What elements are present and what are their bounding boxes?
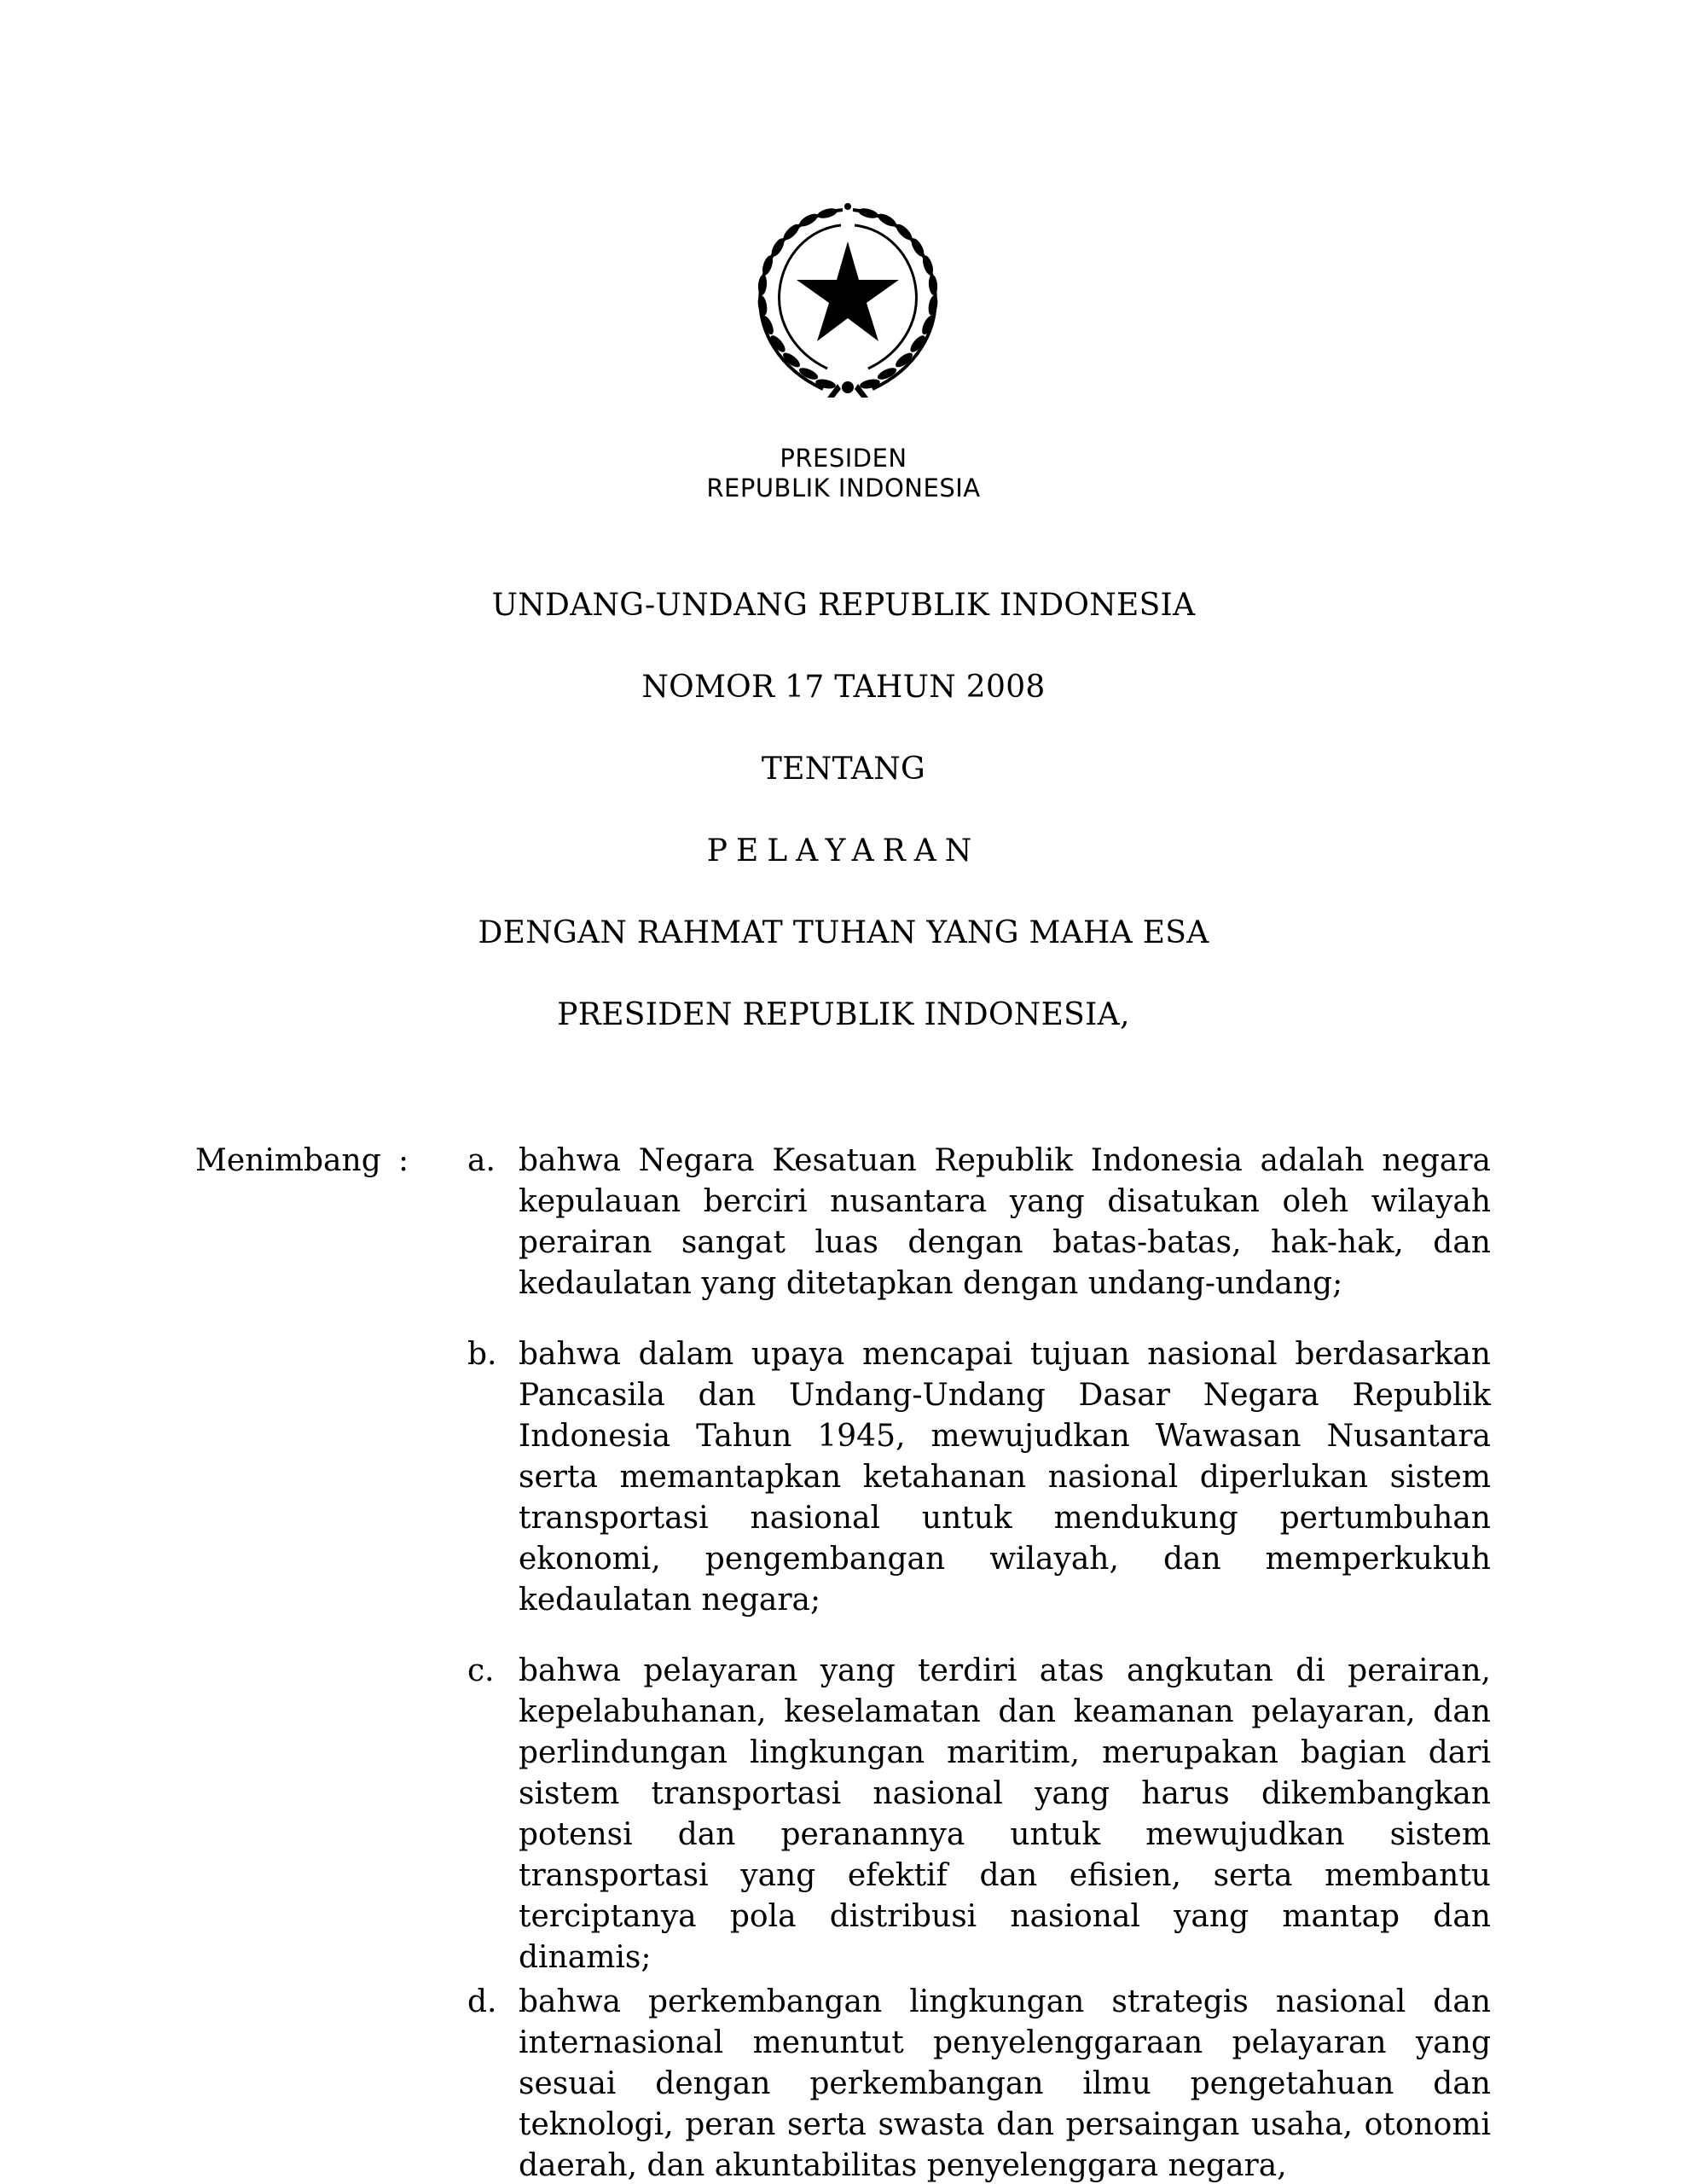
item-marker: b.	[467, 1337, 497, 1372]
menimbang-colon: :	[398, 1143, 409, 1178]
law-title: UNDANG-UNDANG REPUBLIK INDONESIA	[491, 588, 1196, 623]
president-heading: PRESIDEN REPUBLIK INDONESIA,	[557, 997, 1130, 1032]
invocation: DENGAN RAHMAT TUHAN YANG MAHA ESA	[478, 915, 1209, 950]
item-marker: a.	[467, 1143, 496, 1178]
item-text: bahwa Negara Kesatuan Republik Indonesia adalah negara kepulauan berciri nusantara yang disatukan oleh wilayah perairan sangat luas dengan batas-batas, hak-hak, dan kedaulatan yang ditetapkan dengan undang-undang;	[519, 1143, 1491, 1301]
item-marker: d.	[467, 1984, 497, 2019]
letterhead-line-1: PRESIDEN	[780, 444, 907, 473]
law-about: TENTANG	[761, 752, 926, 787]
item-marker: c.	[467, 1653, 495, 1688]
menimbang-label: Menimbang	[195, 1143, 381, 1178]
law-subject: PELAYARAN	[706, 834, 981, 868]
item-text: bahwa pelayaran yang terdiri atas angkutan di perairan, kepelabuhanan, keselamatan dan keamanan pelayaran, dan perlindungan lingkungan maritim, merupakan bagian dari sistem transportasi nasional yang harus dikembangkan potensi dan peranannya untuk mewujudkan sistem transportasi yang efektif dan efisien, serta membantu terciptanya pola distribusi nasional yang mantap dan dinamis;	[519, 1653, 1491, 1975]
presidential-emblem-icon	[742, 195, 954, 406]
letterhead-line-2: REPUBLIK INDONESIA	[706, 473, 981, 502]
item-text: bahwa perkembangan lingkungan strategis nasional dan internasional menuntut penyelenggaraan pelayaran yang sesuai dengan perkembangan ilmu pengetahuan dan teknologi, peran serta swasta dan persaingan usaha, otonomi daerah, dan akuntabilitas penyelenggara negara,	[519, 1984, 1491, 2183]
item-text: bahwa dalam upaya mencapai tujuan nasional berdasarkan Pancasila dan Undang-Undang Dasar Negara Republik Indonesia Tahun 1945, mewujudkan Wawasan Nusantara serta memantapkan ketahanan nasional diperlukan sistem transportasi nasional untuk mendukung pertumbuhan ekonomi, pengembangan wilayah, dan memperkukuh kedaulatan negara;	[519, 1337, 1491, 1618]
law-number: NOMOR 17 TAHUN 2008	[641, 670, 1046, 705]
